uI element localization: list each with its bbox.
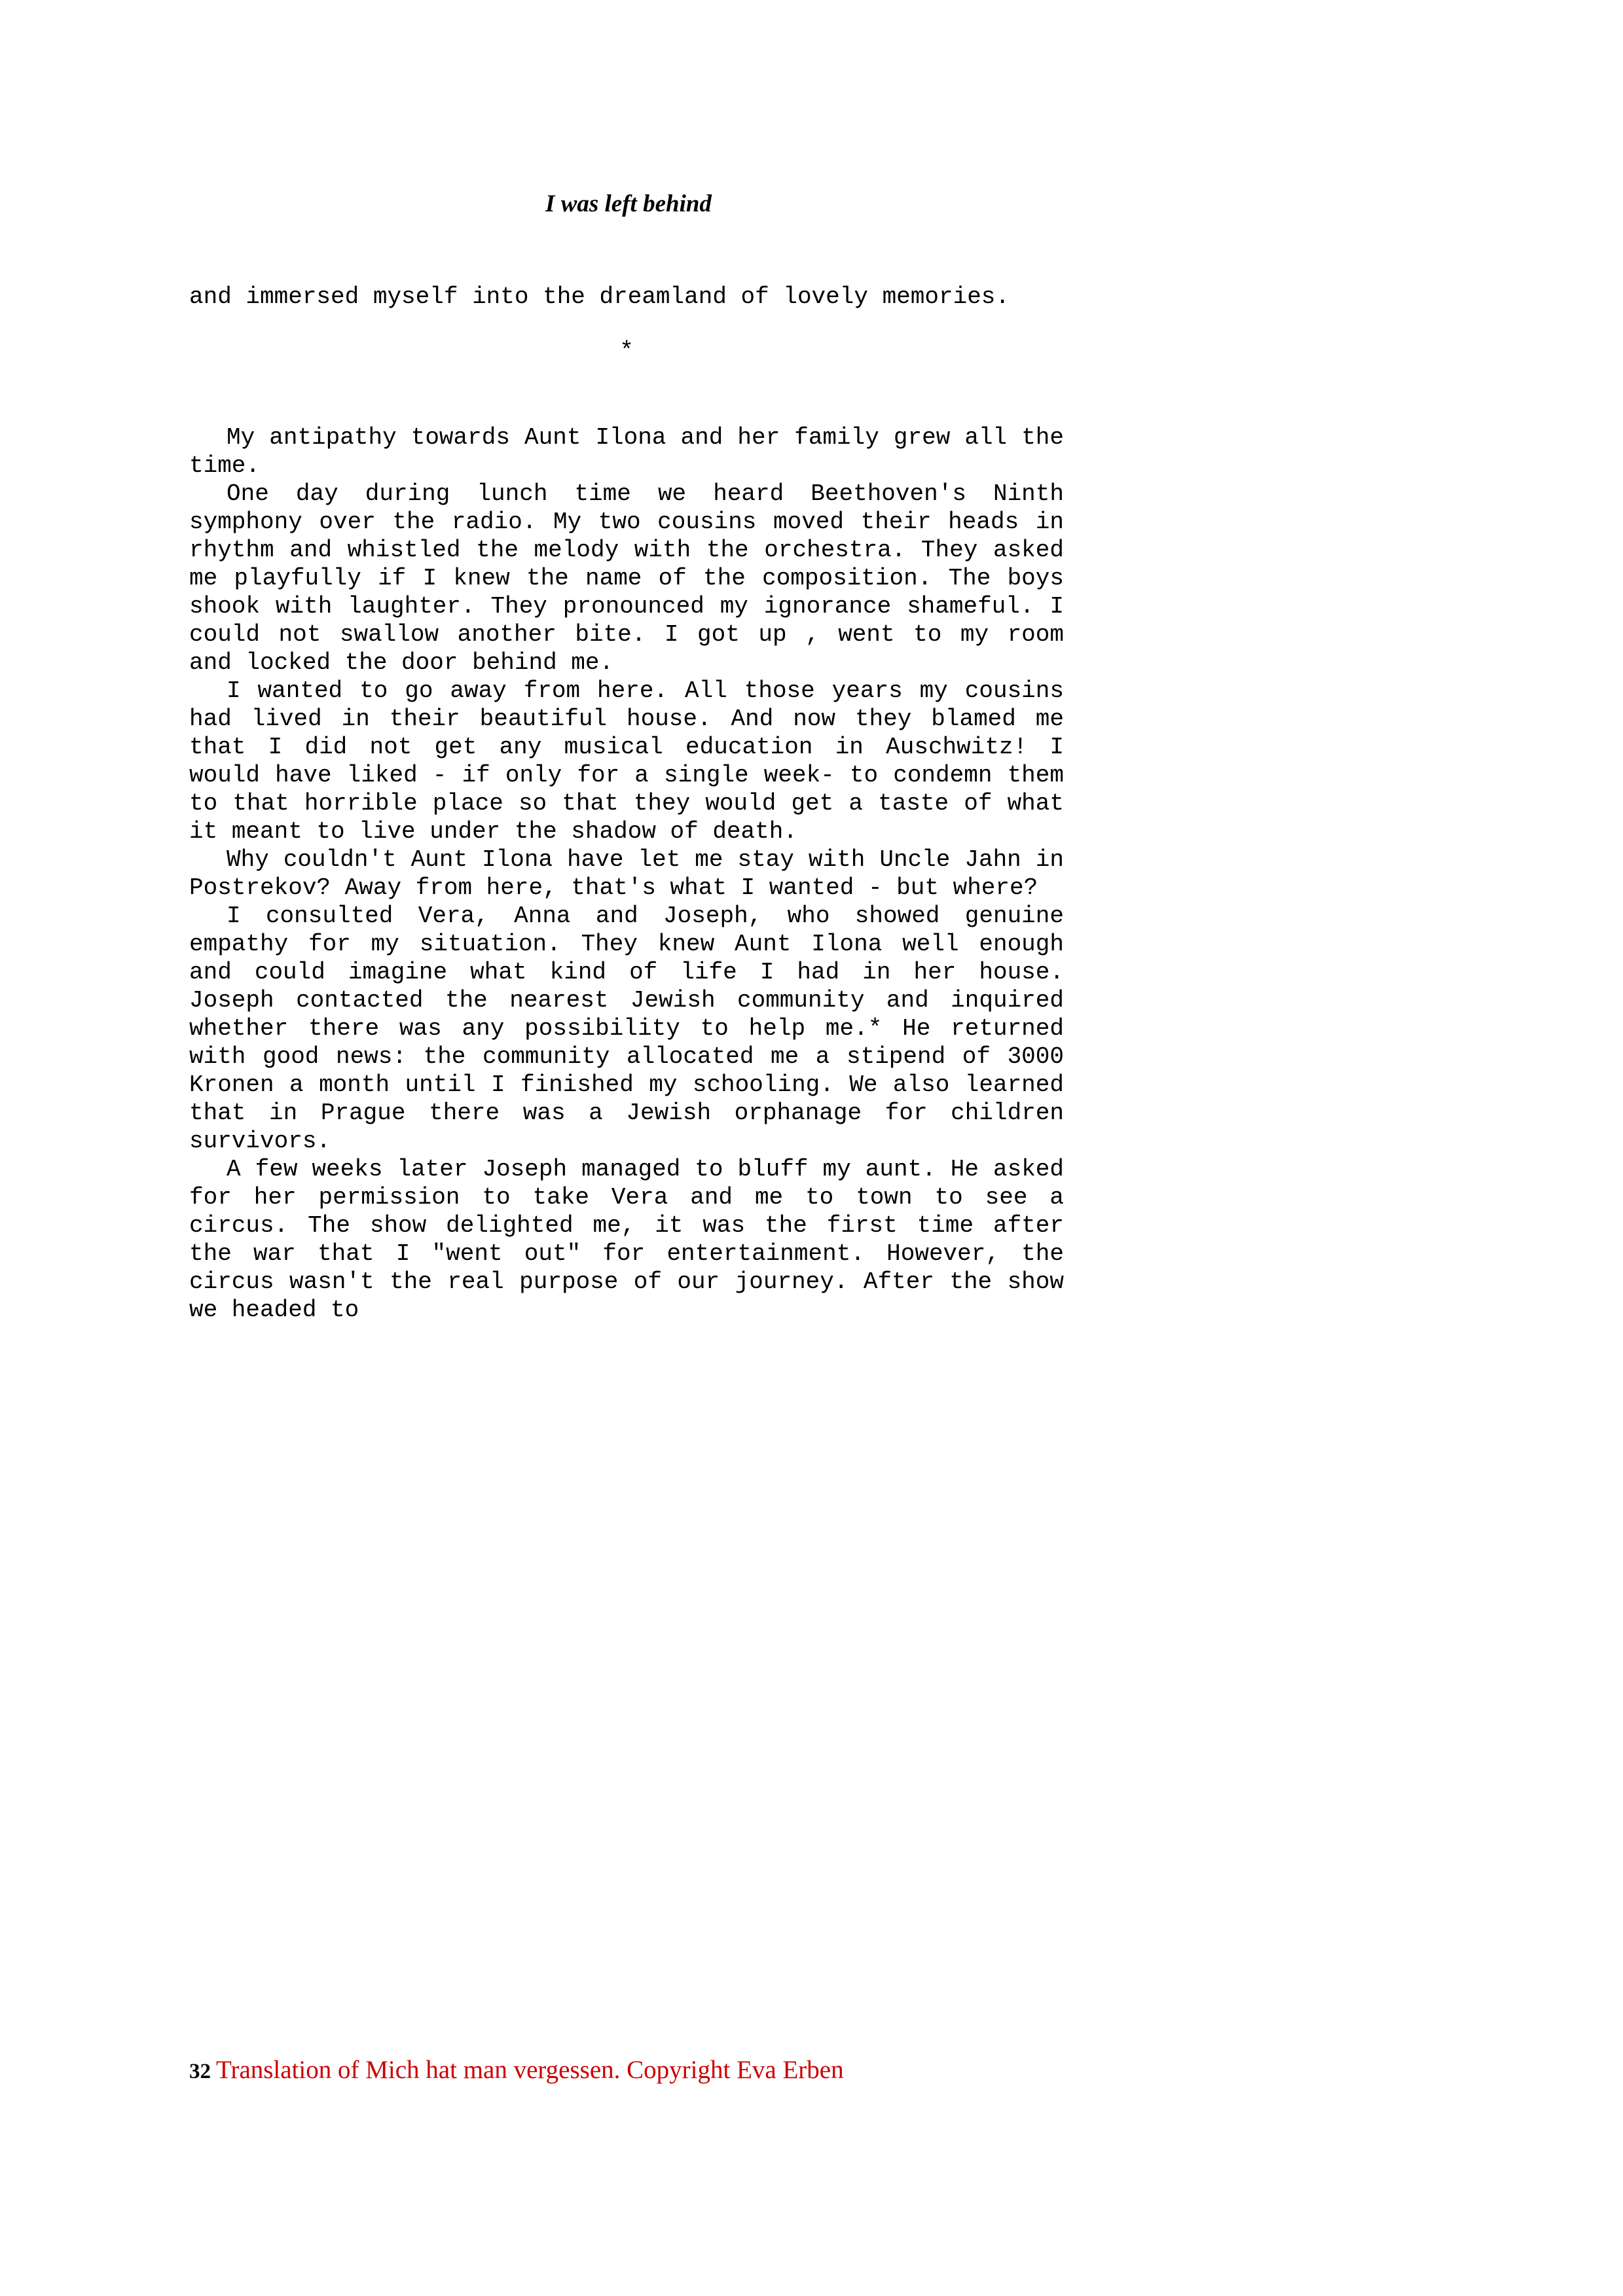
paragraph: I consulted Vera, Anna and Joseph, who showed genuine empathy for my situation. They knew Aunt Ilona well enough and could imagine what kind of life I had in her house. Joseph contacted the nearest Jewish community and inquired whether there was any possibility to help me.* He returned with good news: the community allocated me a stipend of 3000 Kronen a month until I finished my schooling. We also learned that in Prague there was a Jewish orphanage for children survivors. [189,903,1064,1155]
page-number: 32 [189,2060,211,2083]
paragraph: A few weeks later Joseph managed to bluff my aunt. He asked for her permission to take Vera and me to town to see a circus. The show delighted me, it was the first time after the war that I "went out" for entertainment. However, the circus wasn't the real purpose of our journey. After the show we headed to [189,1156,1064,1323]
page-footer [189,2055,844,2085]
section-separator [189,311,1064,423]
separator-asterisk: * [619,338,634,365]
paragraph: One day during lunch time we heard Beethoven's Ninth symphony over the radio. My two cousins moved their heads in rhythm and whistled the melody with the orchestra. They asked me playfully if I knew the name of the composition. The boys shook with laughter. They pronounced my ignorance shameful. I could not swallow another bite. I got up , went to my room and locked the door behind me. [189,480,1064,676]
paragraph: My antipathy towards Aunt Ilona and her family grew all the time. [189,424,1064,479]
footer-copyright-text: Translation of Mich hat man vergessen. Copyright Eva Erben [216,2056,844,2084]
running-title: I was left behind [545,190,712,217]
paragraph-continuation: and immersed myself into the dreamland of lovely memories. [189,283,1010,310]
body-text [189,283,1064,1324]
paragraph: I wanted to go away from here. All those years my cousins had lived in their beautiful house. And now they blamed me that I did not get any musical education in Auschwitz! I would have liked - if only for a single week- to condemn them to that horrible place so that they would get a taste of what it meant to live under the shadow of death. [189,677,1064,845]
paragraph: Why couldn't Aunt Ilona have let me stay with Uncle Jahn in Postrekov? Away from here, that's what I wanted - but where? [189,846,1064,901]
